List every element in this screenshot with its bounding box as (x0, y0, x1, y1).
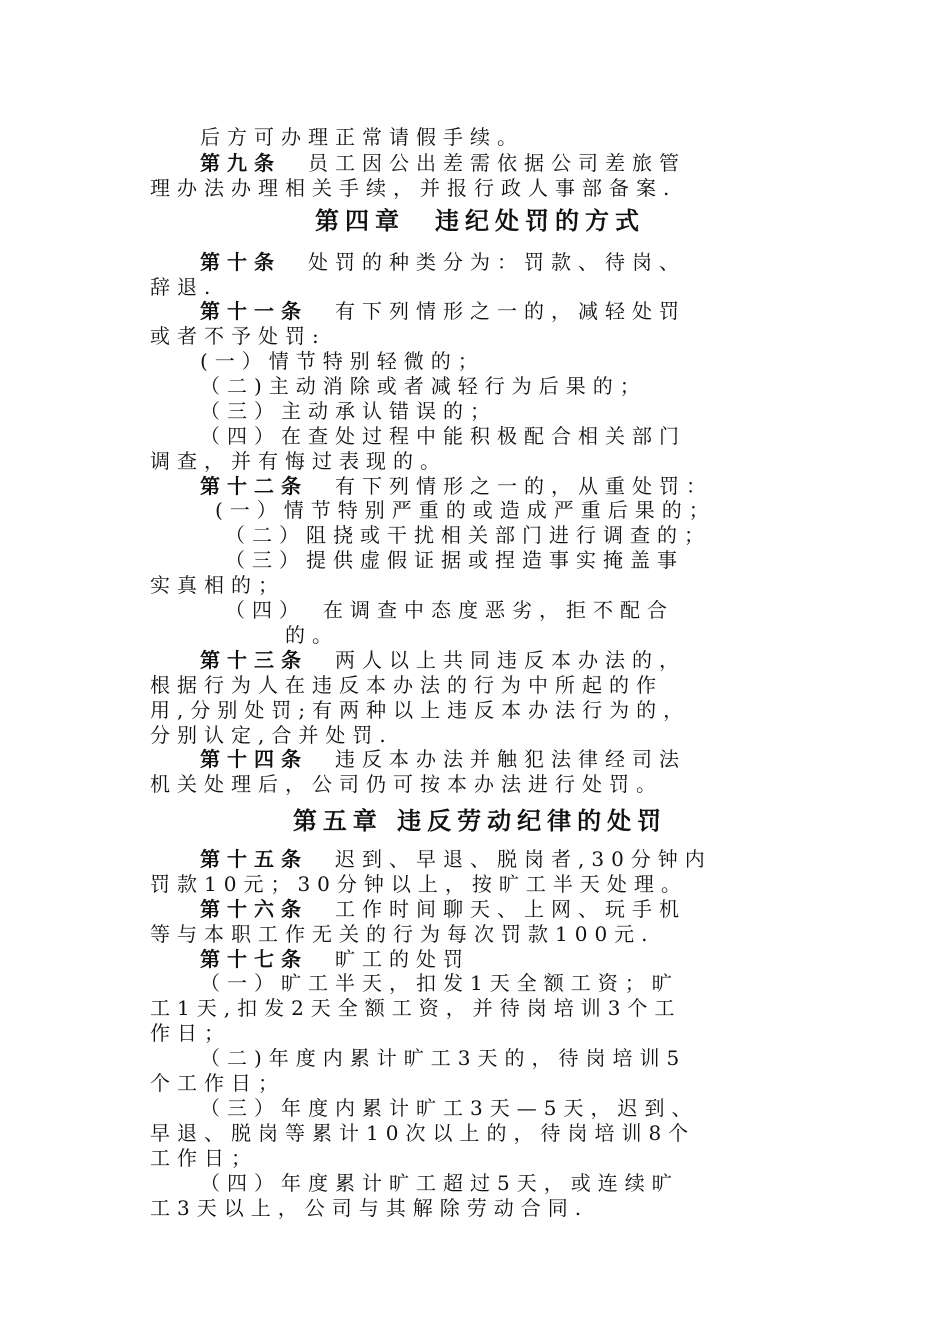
list-item: （三）提供虚假证据或捏造事实掩盖事 (225, 548, 684, 572)
article-text: 员工因公出差需依据公司差旅管 (308, 151, 686, 175)
list-item: （四）年度累计旷工超过5天，或连续旷 (200, 1171, 679, 1195)
paragraph-line: 早退、脱岗等累计10次以上的，待岗培训8个 (150, 1121, 696, 1145)
article-text: 有下列情形之一的，减轻处罚 (335, 299, 686, 323)
article-label: 第十一条 (200, 299, 308, 323)
list-item: （四）在查处过程中能积极配合相关部门 (200, 424, 686, 448)
list-item: （四） 在调查中态度恶劣，拒不配合 (225, 598, 674, 622)
paragraph-line: 罚款10元；30分钟以上，按旷工半天处理。 (150, 872, 688, 896)
paragraph-line: 分别认定,合并处罚. (150, 723, 393, 747)
article-text: 有下列情形之一的，从重处罚： (335, 474, 713, 498)
paragraph-line: 用,分别处罚;有两种以上违反本办法行为的， (150, 698, 691, 722)
article-label: 第十三条 (200, 648, 308, 672)
paragraph-line: 后方可办理正常请假手续。 (200, 125, 524, 149)
article-13 (200, 647, 810, 673)
article-label: 第十六条 (200, 897, 308, 921)
paragraph-line: 机关处理后，公司仍可按本办法进行处罚。 (150, 772, 663, 796)
paragraph-line: 实真相的； (150, 573, 285, 597)
article-label: 第九条 (200, 151, 281, 175)
list-item: （二)主动消除或者减轻行为后果的； (200, 374, 647, 398)
article-text: 工作时间聊天、上网、玩手机 (335, 897, 686, 921)
chapter-5-heading: 第五章 违反劳动纪律的处罚 (292, 806, 668, 835)
article-label: 第十条 (200, 250, 281, 274)
article-label: 第十五条 (200, 847, 308, 871)
paragraph-line: 根据行为人在违反本办法的行为中所起的作 (150, 673, 663, 697)
paragraph-line: 工3天以上，公司与其解除劳动合同. (150, 1196, 589, 1220)
article-text: 两人以上共同违反本办法的， (335, 648, 686, 672)
list-item: （二)年度内累计旷工3天的，待岗培训5 (200, 1046, 687, 1070)
article-label: 第十二条 (200, 474, 308, 498)
list-item: (一）情节特别严重的或造成严重后果的； (215, 498, 716, 522)
article-text: 处罚的种类分为：罚款、待岗、 (308, 250, 686, 274)
paragraph-line: 等与本职工作无关的行为每次罚款100元. (150, 922, 655, 946)
list-item: （一）旷工半天，扣发1天全额工资；旷 (200, 971, 679, 995)
article-10 (200, 249, 810, 275)
paragraph-line: 工作日； (150, 1146, 258, 1170)
article-text: 违反本办法并触犯法律经司法 (335, 747, 686, 771)
article-17 (200, 946, 810, 972)
chapter-4-heading: 第四章 违纪处罚的方式 (315, 206, 645, 235)
article-label: 第十七条 (200, 947, 308, 971)
article-12 (200, 473, 810, 499)
paragraph-line: 或者不予处罚: (150, 324, 326, 348)
article-15 (200, 846, 810, 872)
paragraph-line: 的。 (285, 623, 339, 647)
paragraph-line: 调查，并有悔过表现的。 (150, 449, 447, 473)
list-item: （三）主动承认错误的； (200, 399, 497, 423)
paragraph-line: 理办法办理相关手续，并报行政人事部备案. (150, 176, 677, 200)
article-16 (200, 896, 810, 922)
article-9 (200, 150, 810, 176)
article-11 (200, 298, 810, 324)
paragraph-line: 辞退. (150, 275, 218, 299)
article-label: 第十四条 (200, 747, 308, 771)
list-item: (一）情节特别轻微的； (200, 349, 485, 373)
list-item: （二）阻挠或干扰相关部门进行调查的； (225, 523, 711, 547)
list-item: （三）年度内累计旷工3天—5天，迟到、 (200, 1096, 699, 1120)
article-text: 迟到、早退、脱岗者,30分钟内 (335, 847, 712, 871)
paragraph-line: 个工作日； (150, 1071, 285, 1095)
article-14 (200, 746, 810, 772)
paragraph-line: 作日； (150, 1021, 231, 1045)
paragraph-line: 工1天,扣发2天全额工资，并待岗培训3个工 (150, 996, 682, 1020)
article-text: 旷工的处罚 (335, 947, 470, 971)
